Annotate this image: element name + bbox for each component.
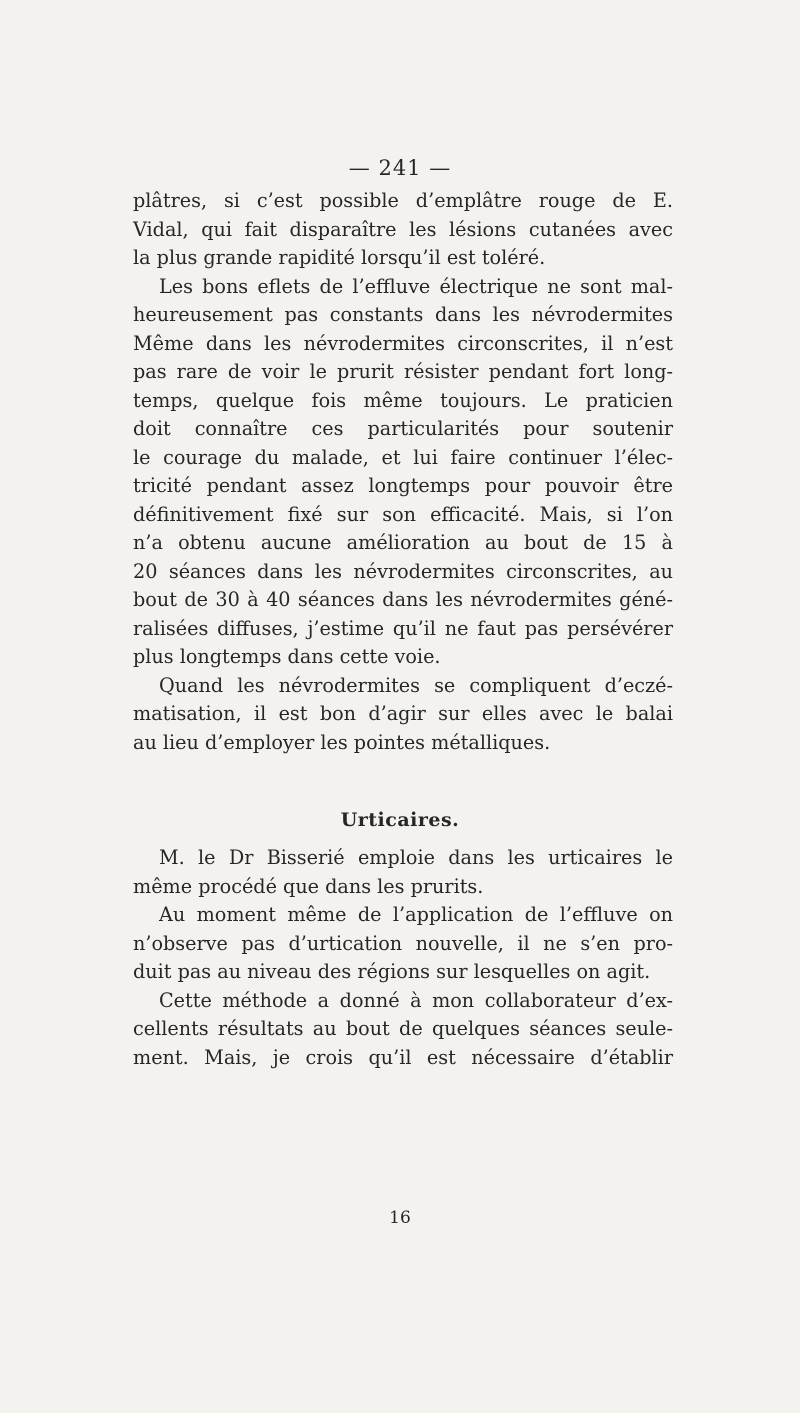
text-line: Vidal, qui fait disparaître les lésions cutanées avec xyxy=(133,217,673,241)
text-line: Même dans les névrodermites circonscrites, il n’est xyxy=(133,331,673,355)
text-line: bout de 30 à 40 séances dans les névrodermites géné- xyxy=(133,588,673,611)
text-line: ment. Mais, je crois qu’il est nécessaire d’établir xyxy=(133,1045,673,1069)
text-line: tricité pendant assez longtemps pour pouvoir être xyxy=(133,474,673,497)
text-line: temps, quelque fois même toujours. Le praticien xyxy=(133,388,673,412)
text-line: la plus grande rapidité lorsqu’il est toléré. xyxy=(133,246,546,269)
body-text-after-section xyxy=(133,844,673,1072)
text-line: pas rare de voir le prurit résister pendant fort long- xyxy=(133,360,673,383)
text-line: heureusement pas constants dans les névrodermites xyxy=(133,303,673,326)
text-line: ralisées diffuses, j’estime qu’il ne faut pas persévérer xyxy=(133,616,673,640)
text-line: doit connaître ces particularités pour soutenir xyxy=(133,417,673,440)
text-line: Au moment même de l’application de l’effluve on xyxy=(159,903,673,926)
text-line: duit pas au niveau des régions sur lesquelles on agit. xyxy=(133,960,651,983)
text-line: matisation, il est bon d’agir sur elles avec le balai xyxy=(133,702,673,725)
text-line: n’a obtenu aucune amélioration au bout de 15 à xyxy=(133,531,673,554)
text-line: Les bons eflets de l’effluve électrique ne sont mal- xyxy=(159,274,673,298)
text-line: n’observe pas d’urtication nouvelle, il ne s’en pro- xyxy=(133,931,673,955)
section-title: Urticaires. xyxy=(340,809,460,831)
text-line: au lieu d’employer les pointes métalliques. xyxy=(133,730,551,754)
text-line: définitivement fixé sur son efficacité. Mais, si l’on xyxy=(133,502,673,526)
text-line: plus longtemps dans cette voie. xyxy=(133,645,441,668)
text-line: plâtres, si c’est possible d’emplâtre rouge de E. xyxy=(133,189,673,212)
text-line: même procédé que dans les prurits. xyxy=(133,874,484,898)
page-number-header: — 241 — xyxy=(348,156,452,180)
text-line: M. le Dr Bisserié emploie dans les urticaires le xyxy=(159,846,673,869)
body-text-before-section xyxy=(133,187,673,757)
text-line: cellents résultats au bout de quelques séances seule- xyxy=(133,1017,673,1040)
text-line: 20 séances dans les névrodermites circonscrites, au xyxy=(133,559,673,583)
text-line: Cette méthode a donné à mon collaborateur d’ex- xyxy=(159,988,673,1012)
text-line: Quand les névrodermites se compliquent d’eczé- xyxy=(159,673,673,697)
signature-mark: 16 xyxy=(389,1208,411,1228)
text-line: le courage du malade, et lui faire continuer l’élec- xyxy=(133,445,673,469)
